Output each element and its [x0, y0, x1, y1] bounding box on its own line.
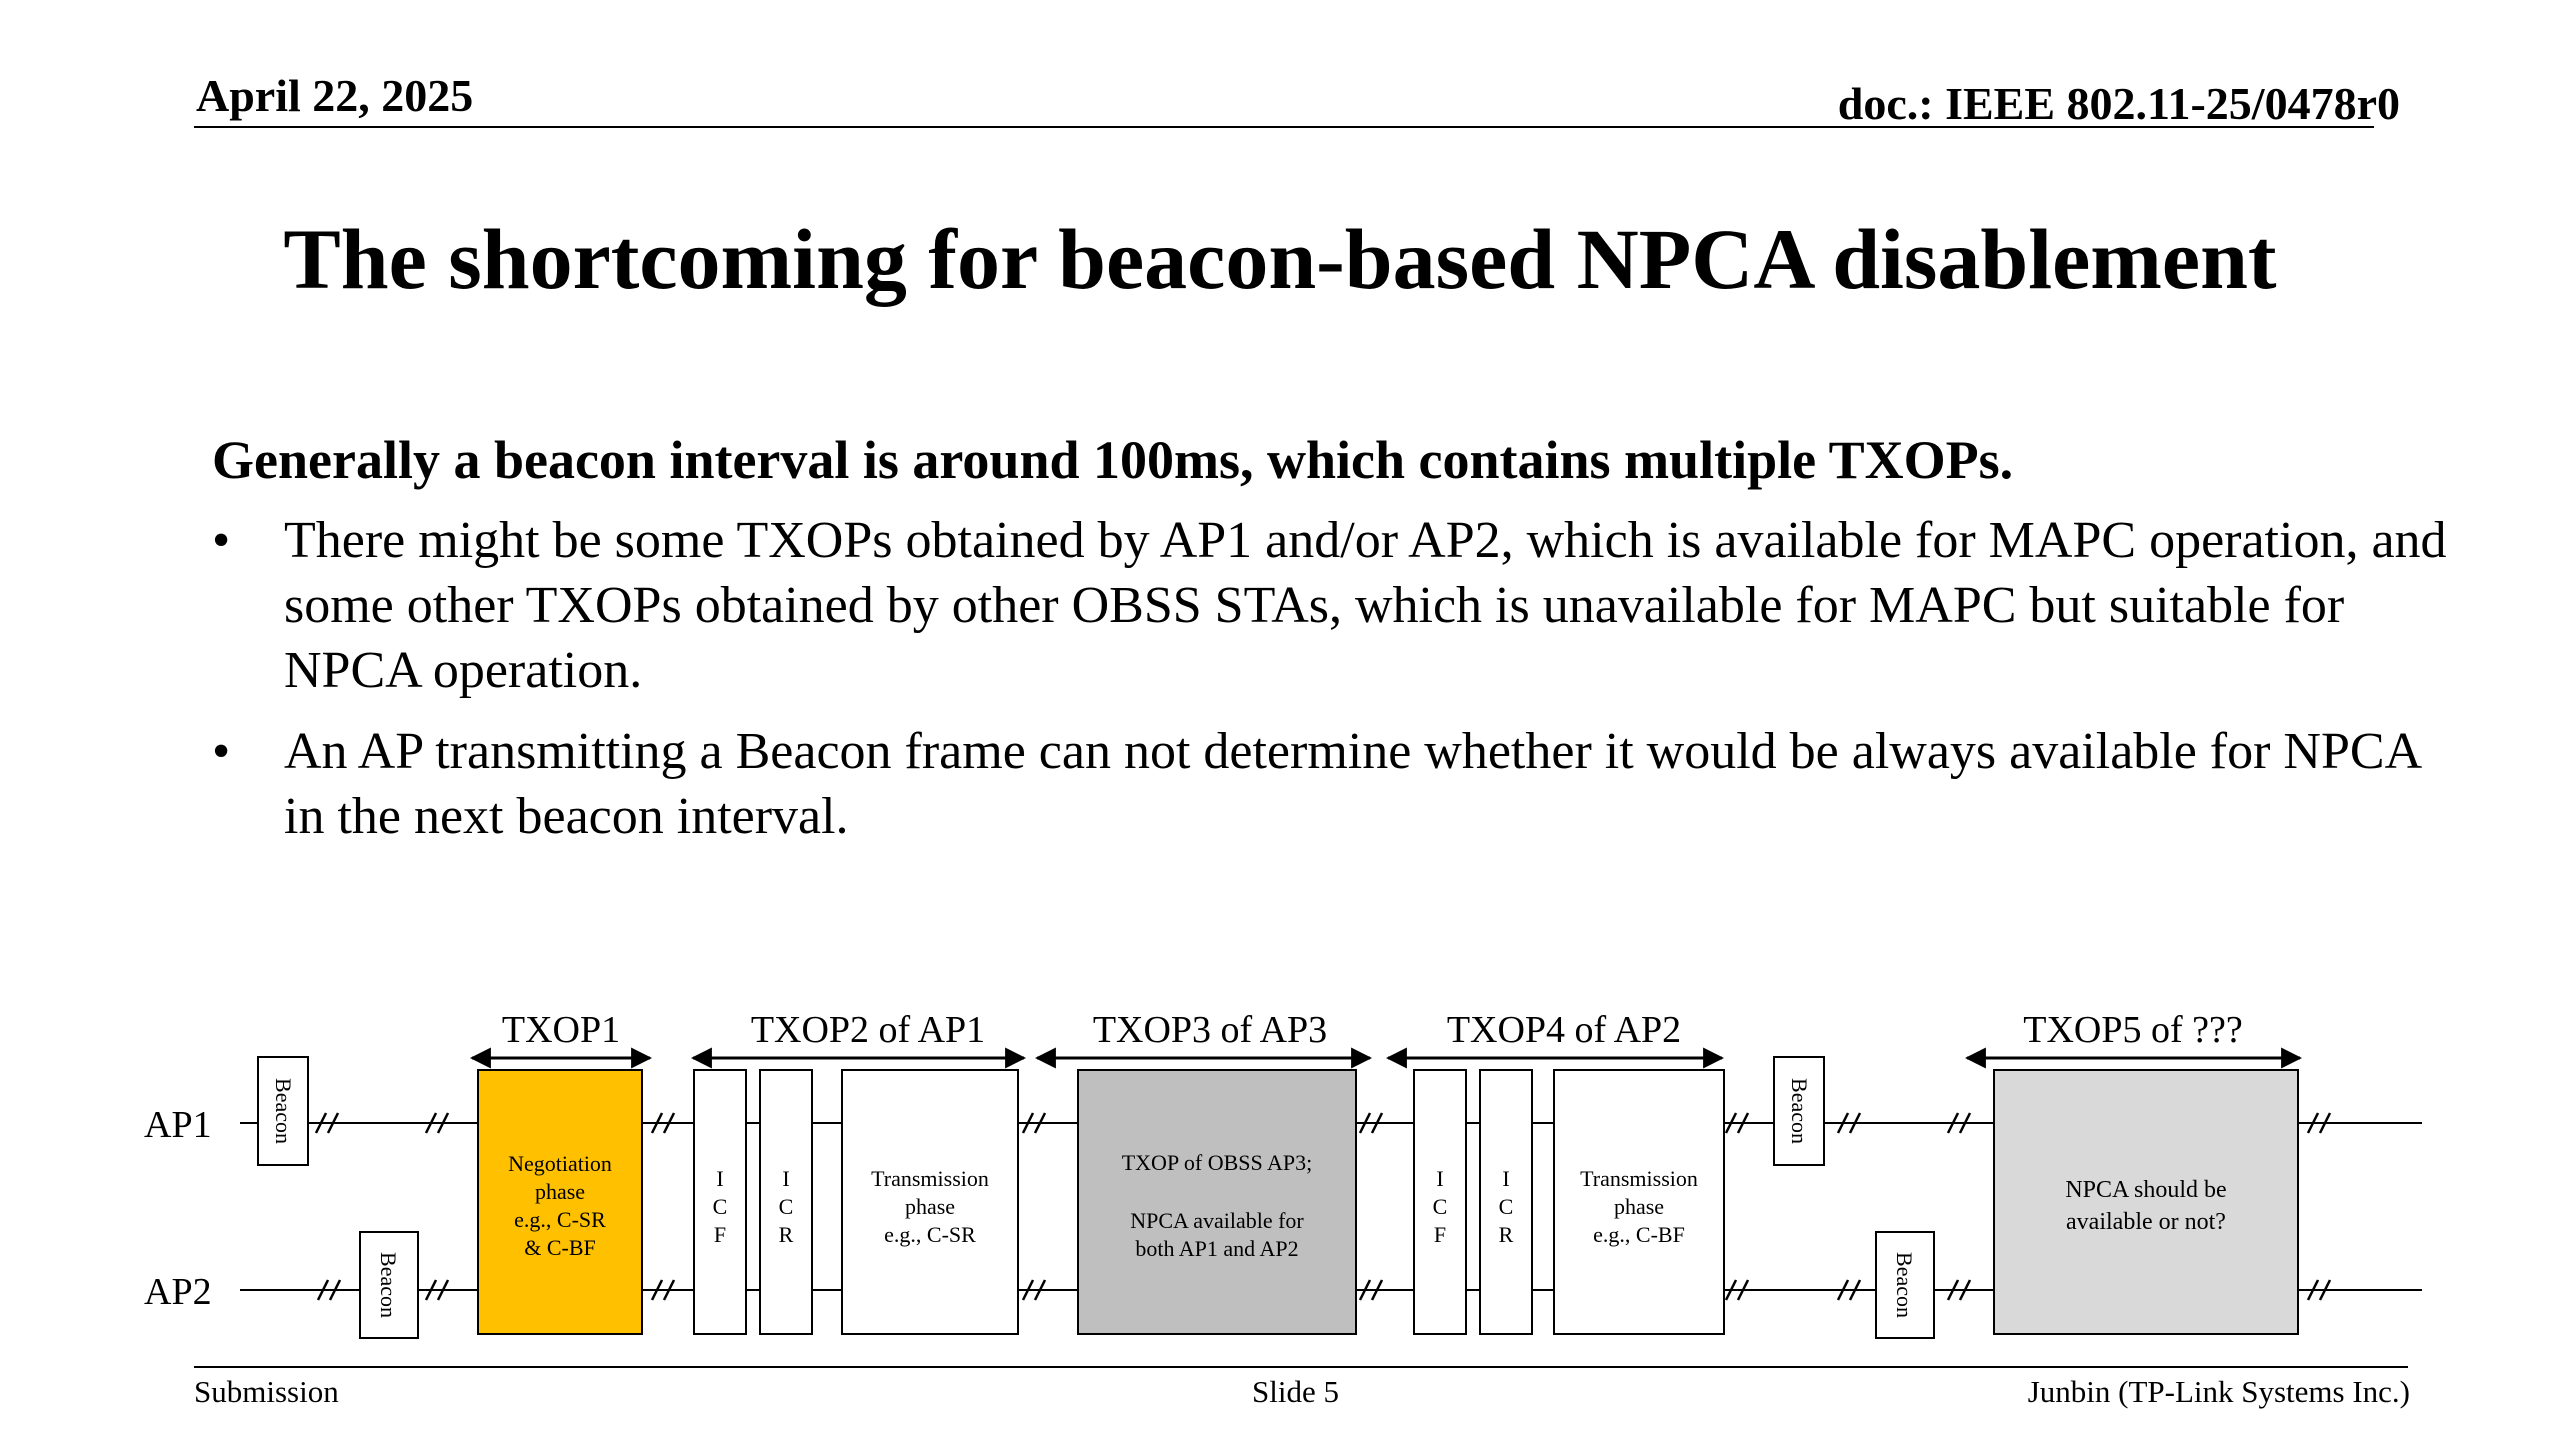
svg-text:R: R: [1498, 1222, 1514, 1247]
txop3-label: TXOP3 of AP3: [1092, 1009, 1328, 1051]
svg-text:available or not?: available or not?: [2066, 1209, 2226, 1235]
transmission-phase-csr: [842, 1070, 1018, 1334]
svg-text:F: F: [713, 1222, 727, 1247]
txop5-label: TXOP5 of ???: [2023, 1009, 2243, 1051]
bullet-dot-icon: •: [212, 723, 231, 780]
svg-text:Transmission: Transmission: [871, 1166, 989, 1191]
negotiation-phase-block: [478, 1070, 642, 1334]
icr-block-txop4: [1480, 1070, 1532, 1334]
svg-text:& C-BF: & C-BF: [524, 1235, 596, 1260]
txop4-label: TXOP4 of AP2: [1446, 1009, 1682, 1051]
svg-text:NPCA available for: NPCA available for: [1130, 1208, 1304, 1233]
bullet-item: [212, 508, 2452, 703]
bullet-text: There might be some TXOPs obtained by AP1 and/or AP2, which is available for MAPC operation, and some other TXOPs obtained by other OBSS STAs, which is unavailable for MAPC but suitable for NPCA operation.: [284, 512, 2447, 699]
bullet-dot-icon: •: [212, 512, 231, 569]
svg-text:both AP1 and AP2: both AP1 and AP2: [1135, 1236, 1299, 1261]
header-divider: [194, 126, 2374, 128]
footer-submission: Submission: [194, 1374, 339, 1409]
svg-text:I: I: [716, 1166, 724, 1191]
svg-text:TXOP of OBSS AP3;: TXOP of OBSS AP3;: [1121, 1150, 1313, 1175]
footer-author: Junbin (TP-Link Systems Inc.): [2027, 1374, 2410, 1409]
svg-text:Beacon: Beacon: [271, 1078, 296, 1144]
svg-text:F: F: [1433, 1222, 1447, 1247]
bullet-list: [212, 508, 2452, 865]
svg-text:Beacon: Beacon: [1787, 1078, 1812, 1144]
footer-slide-number: Slide 5: [1252, 1374, 1339, 1409]
transmission-phase-cbf: [1554, 1070, 1724, 1334]
svg-text:phase: phase: [534, 1179, 586, 1204]
header-doc-id: doc.: IEEE 802.11-25/0478r0: [1837, 78, 2400, 129]
header-date: April 22, 2025: [196, 70, 474, 121]
beacon-ap2-second: [1876, 1232, 1934, 1338]
svg-text:Beacon: Beacon: [1892, 1252, 1917, 1318]
icf-block-txop4: [1414, 1070, 1466, 1334]
svg-text:Negotiation: Negotiation: [508, 1151, 612, 1176]
ap2-label: AP2: [144, 1271, 212, 1313]
txop2-label: TXOP2 of AP1: [750, 1009, 986, 1051]
beacon-ap2-first: [360, 1232, 418, 1338]
svg-text:NPCA should be: NPCA should be: [2065, 1177, 2227, 1203]
svg-text:e.g., C-SR: e.g., C-SR: [514, 1207, 606, 1232]
txop-timeline-diagram: [0, 990, 2560, 1350]
ap1-label: AP1: [144, 1104, 212, 1146]
footer-divider: [194, 1366, 2408, 1368]
bullet-item: [212, 719, 2452, 849]
beacon-ap1-second: [1774, 1057, 1824, 1165]
svg-text:I: I: [782, 1166, 790, 1191]
slide-title: The shortcoming for beacon-based NPCA disablement: [283, 211, 2277, 307]
svg-text:C: C: [1432, 1194, 1448, 1219]
svg-text:Transmission: Transmission: [1580, 1166, 1698, 1191]
lead-statement: Generally a beacon interval is around 100ms, which contains multiple TXOPs.: [212, 430, 2014, 490]
svg-text:Beacon: Beacon: [376, 1252, 401, 1318]
svg-text:I: I: [1436, 1166, 1444, 1191]
svg-text:e.g., C-SR: e.g., C-SR: [884, 1222, 976, 1247]
svg-text:C: C: [778, 1194, 794, 1219]
icr-block-txop2: [760, 1070, 812, 1334]
npca-question-block: [1994, 1070, 2298, 1334]
svg-text:phase: phase: [1613, 1194, 1665, 1219]
beacon-ap1-first: [258, 1057, 308, 1165]
obss-ap3-block: [1078, 1070, 1356, 1334]
svg-text:R: R: [778, 1222, 794, 1247]
txop1-label: TXOP1: [501, 1009, 621, 1051]
svg-text:C: C: [1498, 1194, 1514, 1219]
bullet-text: An AP transmitting a Beacon frame can not determine whether it would be always available for NPCA in the next beacon interval.: [284, 723, 2420, 845]
svg-text:I: I: [1502, 1166, 1510, 1191]
icf-block-txop2: [694, 1070, 746, 1334]
svg-text:e.g., C-BF: e.g., C-BF: [1593, 1222, 1685, 1247]
svg-text:C: C: [712, 1194, 728, 1219]
svg-text:phase: phase: [904, 1194, 956, 1219]
